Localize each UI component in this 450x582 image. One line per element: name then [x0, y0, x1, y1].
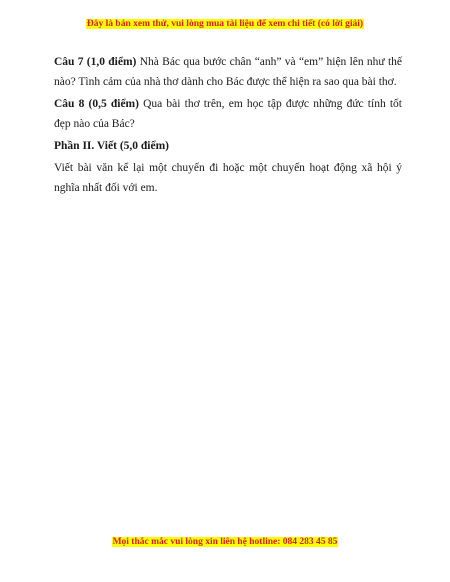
question-7-label: Câu 7 (1,0 điểm) — [54, 56, 137, 68]
question-8 — [54, 94, 402, 134]
preview-notice-banner — [0, 19, 450, 29]
hotline-banner — [0, 537, 450, 547]
document-content — [54, 52, 402, 200]
question-7-text: Nhà Bác qua bước chân “anh” và “em” hiện lên như thế nào? Tình cảm của nhà thơ dành cho Bác được thể hiện ra sao qua bài thơ. — [54, 56, 403, 88]
preview-notice-text: Đây là bản xem thử, vui lòng mua tài liệu để xem chi tiết (có lời giải) — [86, 19, 364, 29]
section-title: Phần II. Viết (5,0 điểm) — [54, 140, 169, 152]
question-7 — [54, 52, 402, 92]
writing-prompt: Viết bài văn kể lại một chuyến đi hoặc một chuyến hoạt động xã hội ý nghĩa nhất đối với em. — [54, 162, 402, 194]
question-8-text: Qua bài thơ trên, em học tập được những đức tính tốt đẹp nào của Bác? — [54, 98, 402, 130]
hotline-text: Mọi thắc mắc vui lòng xin liên hệ hotline: 084 283 45 85 — [112, 537, 338, 547]
question-8-label: Câu 8 (0,5 điểm) — [54, 98, 139, 110]
